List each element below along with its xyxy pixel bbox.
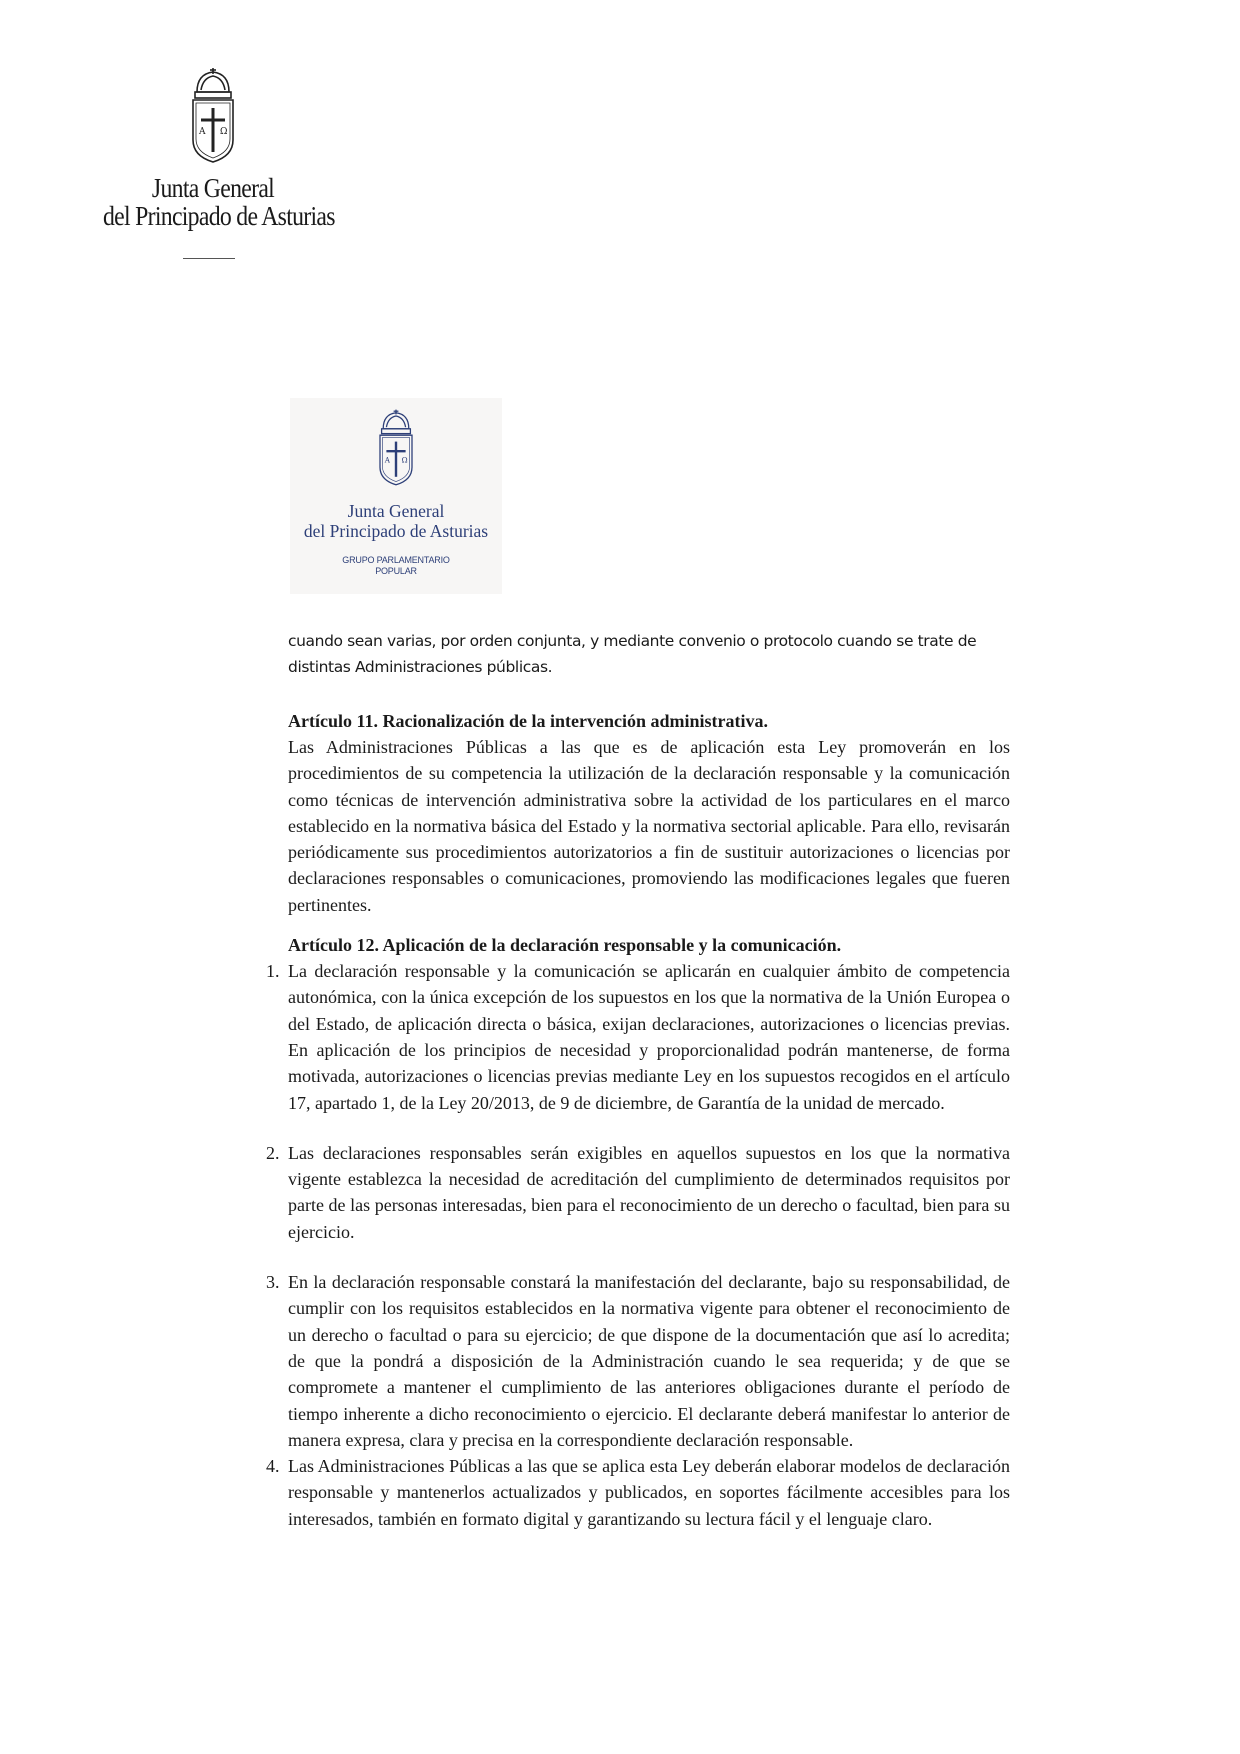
item-number: 2. bbox=[266, 1142, 280, 1163]
group-organization-name bbox=[290, 501, 502, 541]
svg-text:A: A bbox=[199, 127, 206, 137]
asturias-crest-icon bbox=[372, 403, 420, 493]
article-12-item-2 bbox=[266, 1140, 1010, 1245]
asturias-crest-icon bbox=[183, 66, 243, 166]
item-text: Las Administraciones Públicas a las que se aplica esta Ley deberán elaborar modelos de declaración responsable y mantenerlos actualizados y publicados, en soportes fácilmente accesibles para los interesados, también en formato digital y garantizando su lectura fácil y el lenguaje claro. bbox=[288, 1456, 1010, 1529]
item-text: En la declaración responsable constará la manifestación del declarante, bajo su responsabilidad, de cumplir con los requisitos establecidos en la normativa vigente para obtener el reconocimiento de un derecho o facultad o para su ejercicio; de que dispone de la documentación que así lo acredita; de que la pondrá a disposición de la Administración cuando le sea requerida; y de que se compromete a mantener el cumplimiento de las anteriores obligaciones durante el período de tiempo inherente a dicho reconocimiento o ejercicio. El declarante deberá manifestar lo anterior de manera expresa, clara y precisa en la correspondiente declaración responsable. bbox=[288, 1272, 1010, 1450]
org-line-2: del Principado de Asturias bbox=[103, 201, 335, 231]
article-12-item-1 bbox=[266, 958, 1010, 1116]
article-11-title: Artículo 11. Racionalización de la intervención administrativa. bbox=[288, 711, 768, 731]
document-body bbox=[266, 628, 1010, 1532]
item-number: 4. bbox=[266, 1456, 280, 1477]
article-11-body: Las Administraciones Públicas a las que es de aplicación esta Ley promoverán en los procedimientos de su competencia la utilización de la declaración responsable y la comunicación como técnicas de intervención administrativa sobre la actividad de los particulares en el marco establecido en la normativa básica del Estado y la normativa sectorial aplicable. Para ello, revisarán periódicamente sus procedimientos autorizatorios a fin de sustituir autorizaciones o licencias por declaraciones responsables o comunicaciones, promoviendo las modificaciones legales que fueren pertinentes. bbox=[288, 737, 1010, 915]
group-name-line-2: POPULAR bbox=[375, 566, 417, 576]
svg-text:Ω: Ω bbox=[220, 127, 228, 137]
group-org-line-2: del Principado de Asturias bbox=[303, 521, 489, 541]
item-number: 1. bbox=[266, 961, 280, 982]
article-12-item-3 bbox=[266, 1269, 1010, 1453]
group-name-line-1: GRUPO PARLAMENTARIO bbox=[342, 555, 450, 565]
group-org-line-1: Junta General bbox=[347, 501, 445, 521]
item-text: Las declaraciones responsables serán exigibles en aquellos supuestos en los que la normativa vigente establezca la necesidad de acreditación del cumplimiento de determinados requisitos por parte de las personas interesadas, bien para el reconocimiento de un derecho o facultad, bien para su ejercicio. bbox=[288, 1142, 1010, 1242]
article-12-item-4 bbox=[266, 1453, 1010, 1532]
organization-name bbox=[103, 173, 335, 231]
group-logo bbox=[290, 398, 502, 594]
parliamentary-group-name bbox=[290, 555, 502, 577]
item-text: La declaración responsable y la comunicación se aplicarán en cualquier ámbito de competencia autonómica, con la única excepción de los supuestos en los que la normativa de la Unión Europea o del Estado, de aplicación directa o básica, exijan declaraciones, autorizaciones o licencias previas. En aplicación de los principios de necesidad y proporcionalidad podrán mantenerse, de forma motivada, autorizaciones o licencias previas mediante Ley en los supuestos recogidos en el artículo 17, apartado 1, de la Ley 20/2013, de 9 de diciembre, de Garantía de la unidad de mercado. bbox=[288, 961, 1010, 1113]
page-header bbox=[88, 66, 338, 259]
header-divider bbox=[183, 258, 235, 259]
org-line-1: Junta General bbox=[151, 173, 275, 203]
article-12-title: Artículo 12. Aplicación de la declaración responsable y la comunicación. bbox=[288, 935, 842, 956]
svg-text:Ω: Ω bbox=[401, 455, 408, 465]
intro-paragraph: cuando sean varias, por orden conjunta, y mediante convenio o protocolo cuando se trate de distintas Administraciones públicas. bbox=[288, 632, 977, 676]
item-number: 3. bbox=[266, 1272, 280, 1293]
svg-text:A: A bbox=[384, 455, 391, 465]
